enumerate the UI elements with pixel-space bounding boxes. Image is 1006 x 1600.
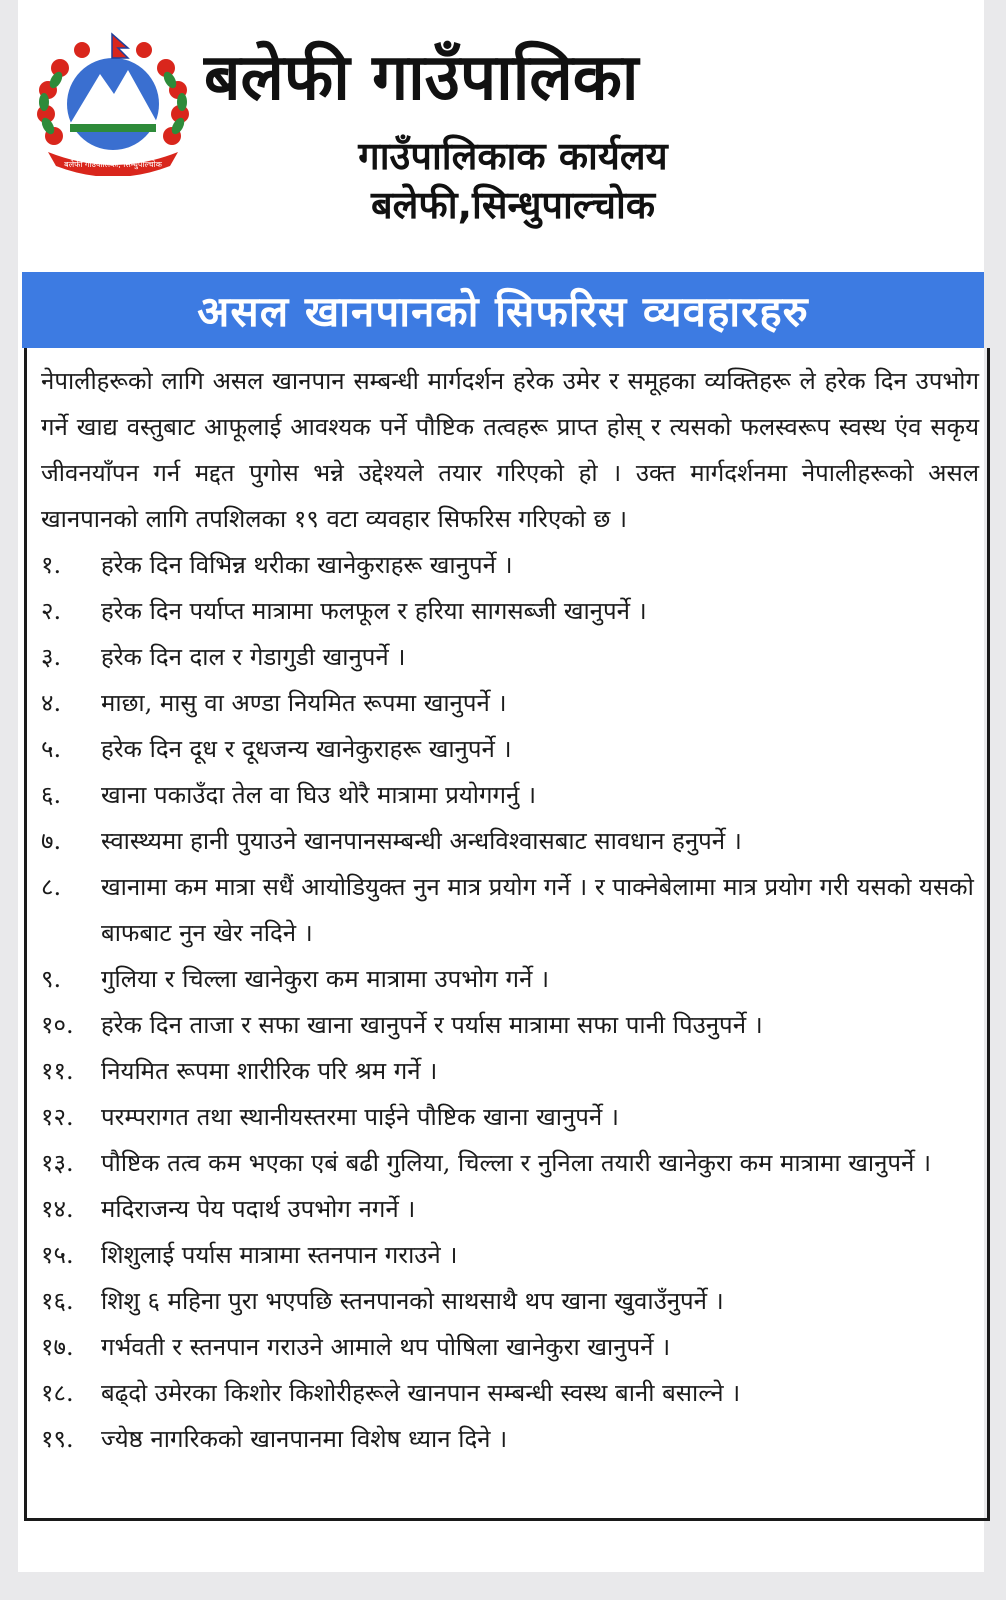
list-item — [41, 1048, 979, 1094]
list-item-text: मदिराजन्य पेय पदार्थ उपभोग नगर्ने । — [101, 1195, 416, 1223]
list-item-number: १५. — [41, 1241, 74, 1269]
list-item-number: १९. — [41, 1425, 74, 1453]
list-item-text: हरेक दिन दूध र दूधजन्य खानेकुराहरू खानुपर्ने । — [101, 735, 512, 763]
list-item — [41, 1140, 979, 1186]
list-item-text: शिशु ६ महिना पुरा भएपछि स्तनपानको साथसाथै थप खाना खुवाउँनुपर्ने । — [101, 1287, 724, 1315]
list-item-number: ८. — [41, 873, 62, 901]
list-item-text: गुलिया र चिल्ला खानेकुरा कम मात्रामा उपभोग गर्ने । — [101, 965, 550, 993]
list-item-number: १६. — [41, 1287, 74, 1315]
list-item-text: परम्परागत तथा स्थानीयस्तरमा पाईने पौष्टिक खाना खानुपर्ने । — [101, 1103, 619, 1131]
list-item-text: गर्भवती र स्तनपान गराउने आमाले थप पोषिला खानेकुरा खानुपर्ने । — [101, 1333, 671, 1361]
list-item-text: हरेक दिन दाल र गेडागुडी खानुपर्ने । — [101, 643, 406, 671]
list-item-text: खाना पकाउँदा तेल वा घिउ थोरै मात्रामा प्रयोगगर्नु । — [101, 781, 537, 809]
list-item-text: हरेक दिन पर्याप्त मात्रामा फलफूल र हरिया सागसब्जी खानुपर्ने । — [101, 597, 647, 625]
list-item-number: ९. — [41, 965, 62, 993]
list-item-number: १७. — [41, 1333, 74, 1361]
list-item — [41, 1232, 979, 1278]
recommendation-list — [41, 542, 979, 1462]
list-item-text: खानामा कम मात्रा सधैं आयोडियुक्त नुन मात्र प्रयोग गर्ने । र पाक्नेबेलामा मात्र प्रयोग गरी यसको यसको बाफबाट नुन खेर नदिने । — [101, 873, 974, 947]
content-box — [24, 348, 990, 1521]
list-item-number: १०. — [41, 1011, 74, 1039]
list-item-text: नियमित रूपमा शारीरिक परि श्रम गर्ने । — [101, 1057, 438, 1085]
municipality-emblem-icon — [30, 28, 196, 176]
title-banner — [22, 272, 984, 348]
list-item — [41, 1416, 979, 1462]
list-item-text: हरेक दिन ताजा र सफा खाना खानुपर्ने र पर्यास मात्रामा सफा पानी पिउनुपर्ने । — [101, 1011, 763, 1039]
list-item — [41, 1278, 979, 1324]
list-item-number: ५. — [41, 735, 62, 763]
office-address: बलेफी,सिन्धुपाल्चोक — [370, 183, 656, 227]
list-item-number: ४. — [41, 689, 62, 717]
svg-text:बलेफी गाउँपालिका, सिन्धुपाल्चो: बलेफी गाउँपालिका, सिन्धुपाल्चोक — [64, 160, 162, 169]
list-item — [41, 1094, 979, 1140]
list-item — [41, 1002, 979, 1048]
list-item — [41, 956, 979, 1002]
list-item — [41, 1186, 979, 1232]
list-item-number: १३. — [41, 1149, 74, 1177]
list-item-text: पौष्टिक तत्व कम भएका एबं बढी गुलिया, चिल्ला र नुनिला तयारी खानेकुरा कम मात्रामा खानुपर्ने । — [101, 1149, 932, 1177]
list-item — [41, 1370, 979, 1416]
list-item-number: २. — [41, 597, 62, 625]
header — [18, 0, 984, 268]
list-item — [41, 772, 979, 818]
list-item — [41, 1324, 979, 1370]
list-item-number: १. — [41, 551, 62, 579]
list-item-number: ६. — [41, 781, 62, 809]
list-item-number: १४. — [41, 1195, 74, 1223]
notice-sheet — [18, 0, 984, 1572]
list-item — [41, 680, 979, 726]
list-item — [41, 634, 979, 680]
list-item-text: हरेक दिन विभिन्न थरीका खानेकुराहरू खानुपर्ने । — [101, 551, 513, 579]
list-item — [41, 818, 979, 864]
list-item-number: ७. — [41, 827, 62, 855]
intro-paragraph: नेपालीहरूको लागि असल खानपान सम्बन्धी मार्गदर्शन हरेक उमेर र समूहका व्यक्तिहरू ले हरेक दिन उपभोग गर्ने खाद्य वस्तुबाट आफूलाई आवश्यक पर्ने पौष्टिक तत्वहरू प्राप्त होस् र त्यसको फलस्वरूप स्वस्थ एंव सकृय जीवनयाँपन गर्न मद्दत पुगोस भन्ने उद्देश्यले तयार गरिएको हो । उक्त मार्गदर्शनमा नेपालीहरूको असल खानपानको लागि तपशिलका १९ वटा व्यवहार सिफरिस गरिएको छ । — [41, 367, 979, 533]
list-item-text: माछा, मासु वा अण्डा नियमित रूपमा खानुपर्ने । — [101, 689, 507, 717]
list-item — [41, 588, 979, 634]
list-item — [41, 864, 979, 956]
list-item-text: शिशुलाई पर्यास मात्रामा स्तनपान गराउने । — [101, 1241, 458, 1269]
list-item-number: १२. — [41, 1103, 74, 1131]
list-item — [41, 726, 979, 772]
municipality-name: बलेफी गाउँपालिका — [204, 41, 639, 115]
banner-title: असल खानपानको सिफरिस व्यवहारहरु — [197, 286, 809, 336]
list-item-number: ३. — [41, 643, 62, 671]
office-name: गाउँपालिकाक कार्यलय — [358, 134, 668, 178]
list-item-number: ११. — [41, 1057, 74, 1085]
list-item-text: बढ्दो उमेरका किशोर किशोरीहरूले खानपान सम्बन्धी स्वस्थ बानी बसाल्ने । — [101, 1379, 741, 1407]
list-item-text: स्वास्थ्यमा हानी पुयाउने खानपानसम्बन्धी अन्धविश्वासबाट सावधान हनुपर्ने । — [101, 827, 742, 855]
list-item — [41, 542, 979, 588]
list-item-number: १८. — [41, 1379, 74, 1407]
list-item-text: ज्येष्ठ नागरिकको खानपानमा विशेष ध्यान दिने । — [101, 1425, 508, 1453]
